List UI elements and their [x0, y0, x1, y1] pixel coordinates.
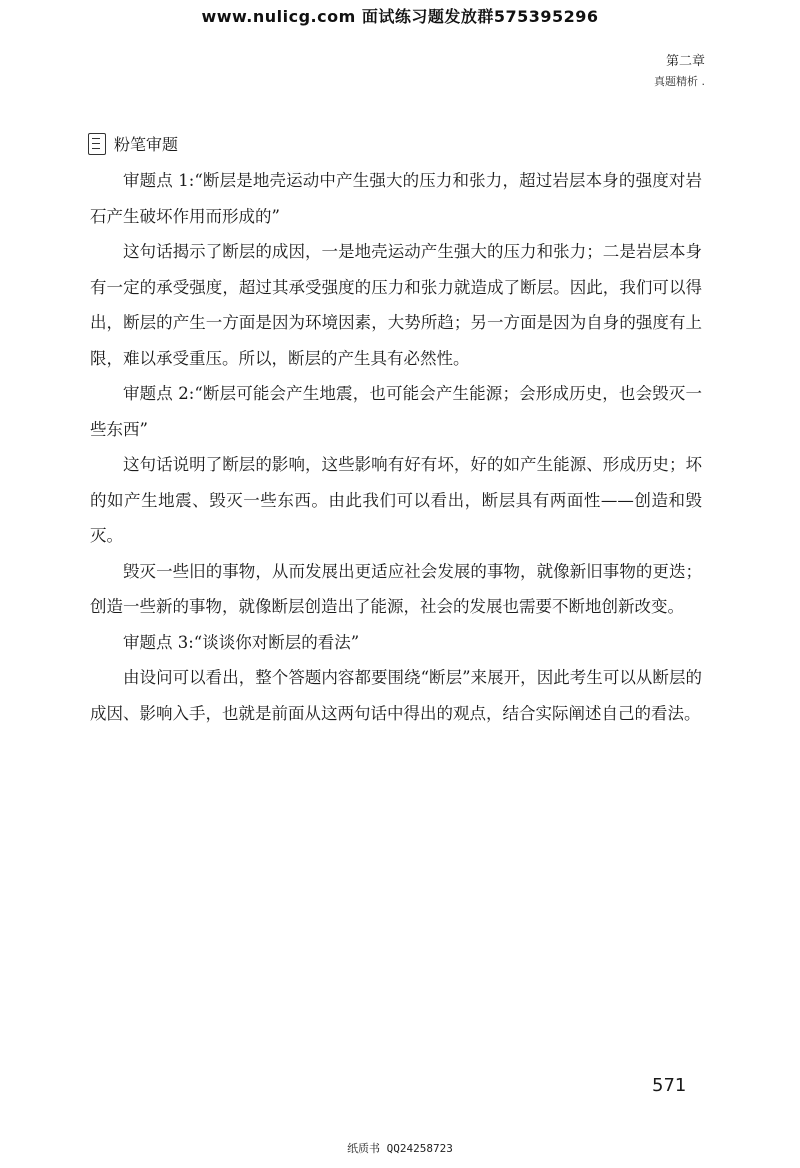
paragraph-7: 由设问可以看出，整个答题内容都要围绕“断层”来展开，因此考生可以从断层的成因、影响入手，也就是前面从这两句话中得出的观点，结合实际阐述自己的看法。 [90, 668, 702, 723]
chapter-subtitle: 真题精析 . [654, 75, 705, 88]
chapter-heading [654, 52, 705, 92]
paragraph-1: 审题点 1:“断层是地壳运动中产生强大的压力和张力，超过岩层本身的强度对岩石产生破坏作用而形成的” [90, 171, 702, 226]
paragraph-3: 审题点 2:“断层可能会产生地震，也可能会产生能源；会形成历史，也会毁灭一些东西” [90, 384, 702, 439]
paragraph-4: 这句话说明了断层的影响，这些影响有好有坏，好的如产生能源、形成历史；坏的如产生地震、毁灭一些东西。由此我们可以看出，断层具有两面性——创造和毁灭。 [90, 455, 702, 545]
page-number: 571 [652, 1075, 687, 1096]
paragraph-2: 这句话揭示了断层的成因，一是地壳运动产生强大的压力和张力；二是岩层本身有一定的承受强度，超过其承受强度的压力和张力就造成了断层。因此，我们可以得出，断层的产生一方面是因为环境因素，大势所趋；另一方面是因为自身的强度有上限，难以承受重压。所以，断层的产生具有必然性。 [90, 242, 702, 368]
body-text [90, 163, 702, 731]
footer-note: 纸质书 QQ24258723 [347, 1142, 453, 1155]
paragraph-5: 毁灭一些旧的事物，从而发展出更适应社会发展的事物，就像新旧事物的更迭；创造一些新的事物，就像断层创造出了能源，社会的发展也需要不断地创新改变。 [90, 561, 702, 616]
book-icon [88, 133, 106, 155]
section-title-text: 粉笔审题 [114, 135, 179, 154]
paragraph-6: 审题点 3:“谈谈你对断层的看法” [123, 632, 360, 652]
chapter-title: 第二章 [665, 54, 705, 69]
header-banner: www.nulicg.com 面试练习题发放群575395296 [201, 7, 599, 26]
section-title [88, 132, 178, 155]
